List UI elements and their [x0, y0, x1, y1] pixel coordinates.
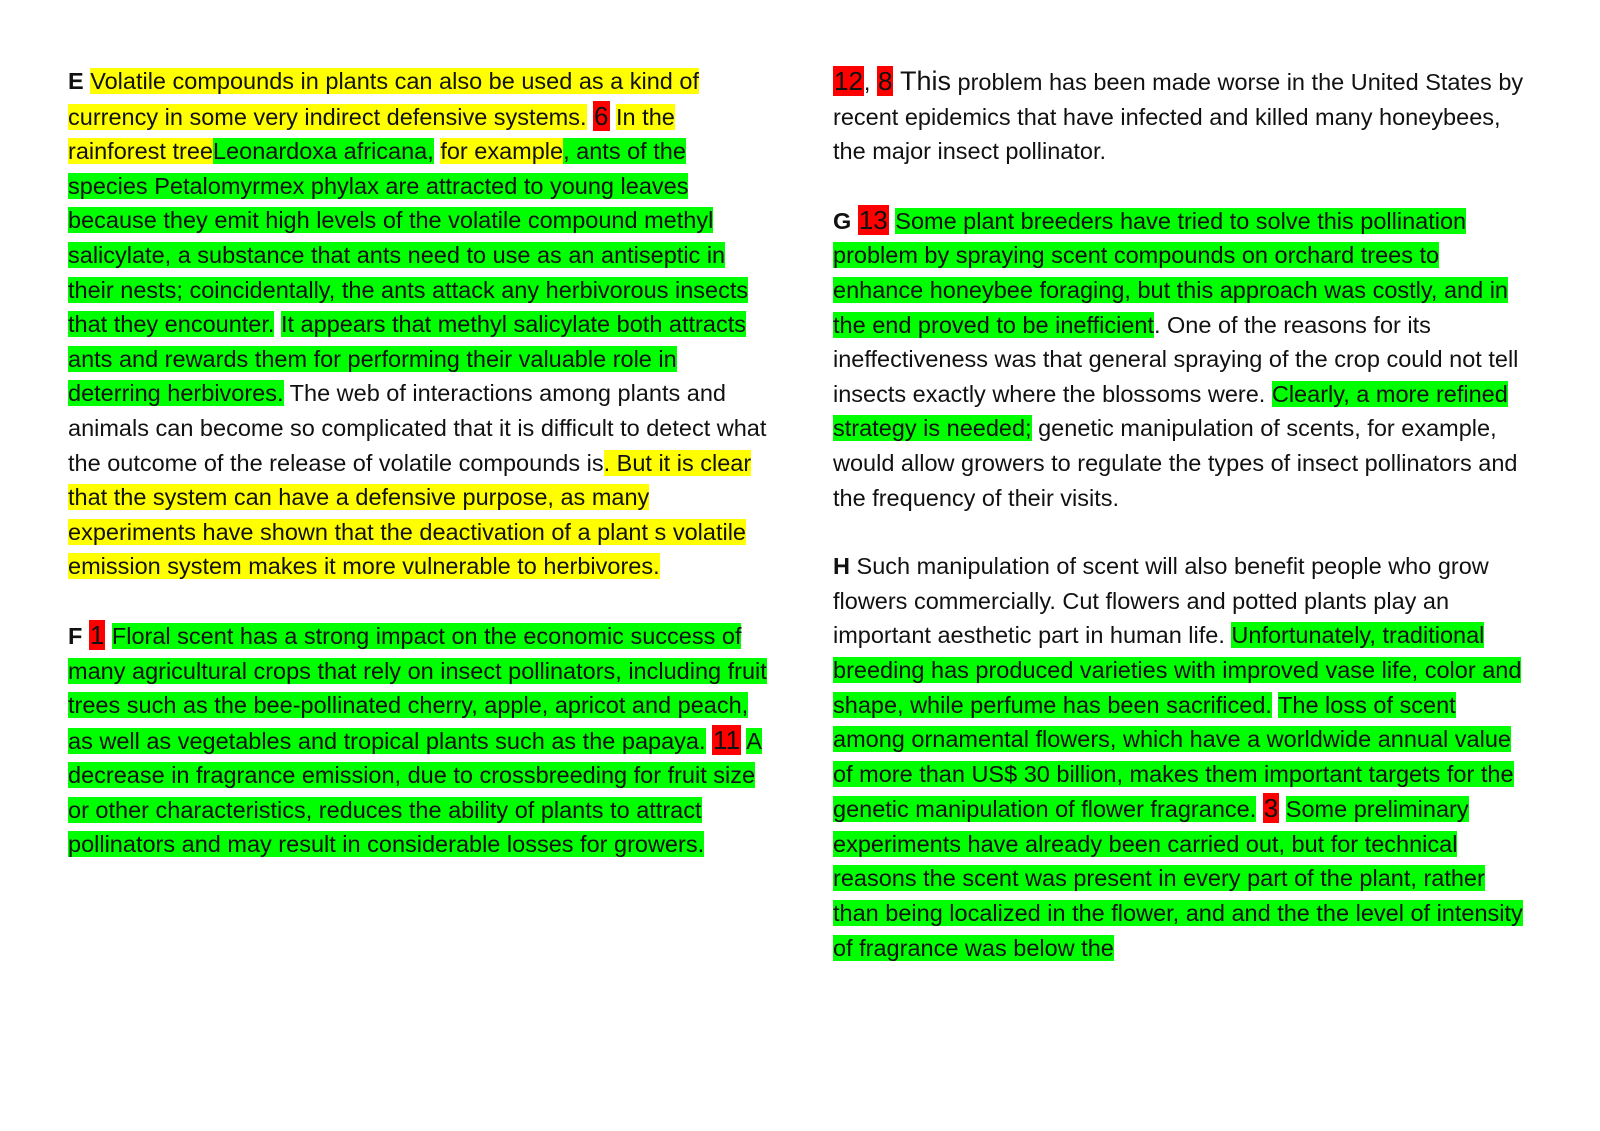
paragraph-g — [833, 203, 1533, 515]
plain-text: This — [899, 66, 951, 96]
left-column — [68, 64, 768, 862]
highlight-yellow: for example — [440, 138, 564, 165]
question-number: 12 — [834, 66, 863, 96]
highlight-yellow: In the rainforest tree — [68, 103, 675, 165]
paragraph-letter: E — [68, 68, 84, 94]
paragraph-letter: G — [833, 207, 852, 234]
plain-text: Such manipulation of scent will also benefit people who grow flowers commercially. Cut flowers and potted plants play an important aesthetic part in human life. — [833, 553, 1489, 649]
highlight-green: It appears that methyl salicylate both attracts ants and rewards them for performing their valuable role in deterring herbivores. — [68, 311, 746, 407]
highlight-green: Leonardoxa africana, — [212, 138, 434, 165]
question-number: 3 — [1263, 793, 1279, 824]
paragraph-letter: F — [68, 622, 83, 649]
plain-text: The web of interactions among plants and animals can become so complicated that it is difficult to detect what the outcome of the release of volatile compounds is — [68, 380, 767, 476]
highlight-green: A decrease in fragrance emission, due to crossbreeding for fruit size or other characteristics, reduces the ability of plants to attract pollinators and may result in considerable losses for growers. — [68, 727, 762, 858]
separator: , — [863, 69, 871, 95]
highlight-green: Clearly, a more refined strategy is needed; — [833, 380, 1508, 442]
highlight-green: Unfortunately, traditional breeding has produced varieties with improved vase life, color and shape, while perfume has been sacrificed. — [833, 622, 1522, 718]
plain-text: genetic manipulation of scents, for example, would allow growers to regulate the types of insect pollinators and the frequency of their visits. — [833, 415, 1518, 511]
highlight-green: Some plant breeders have tried to solve this pollination problem by spraying scent compounds on orchard trees to enhance honeybee foraging, but this approach was costly, and in the end proved to be inefficient — [833, 207, 1508, 338]
highlight-green: The loss of scent among ornamental flowers, which have a worldwide annual value of more than US$ 30 billion, makes them important targets for the genetic manipulation of flower fragrance. — [833, 691, 1514, 823]
paragraph-h — [833, 549, 1533, 965]
question-number: 6 — [594, 100, 609, 131]
question-number: 1 — [89, 619, 105, 650]
highlight-yellow: Volatile compounds in plants can also be used as a kind of currency in some very indirect defensive systems. — [68, 68, 700, 130]
highlight-yellow: . But it is clear that the system can have a defensive purpose, as many experiments have shown that the deactivation of a plant s volatile emission system makes it more vulnerable to herbivores. — [68, 449, 752, 580]
plain-text: problem has been made worse in the United States by recent epidemics that have infected and killed many honeybees, the major insect pollinator. — [833, 69, 1524, 165]
paragraph-f — [68, 618, 768, 862]
question-number: 8 — [877, 66, 893, 96]
question-number: 11 — [713, 724, 741, 755]
highlight-green: Floral scent has a strong impact on the economic success of many agricultural crops that rely on insect pollinators, including fruit trees such as the bee-pollinated cherry, apple, apricot and peach, as well as vegetables and tropical plants such as the papaya. — [68, 622, 767, 754]
right-column — [833, 64, 1533, 965]
plain-text: . One of the reasons for its ineffectiveness was that general spraying of the crop could not tell insects exactly where the blossoms were. — [833, 311, 1519, 407]
question-number: 13 — [858, 204, 888, 235]
highlight-green: Some preliminary experiments have already been carried out, but for technical reasons the scent was present in every part of the plant, rather than being localized in the flower, and and the the level of intensity of fragrance was below the — [833, 796, 1523, 961]
paragraph-intro — [833, 64, 1533, 169]
highlight-green: , ants of the species Petalomyrmex phylax are attracted to young leaves because they emit high levels of the volatile compound methyl salicylate, a substance that ants need to use as an antiseptic in their nests; coincidentally, the ants attack any herbivorous insects that they encounter. — [68, 138, 749, 338]
paragraph-letter: H — [833, 553, 850, 580]
paragraph-e — [68, 64, 768, 584]
